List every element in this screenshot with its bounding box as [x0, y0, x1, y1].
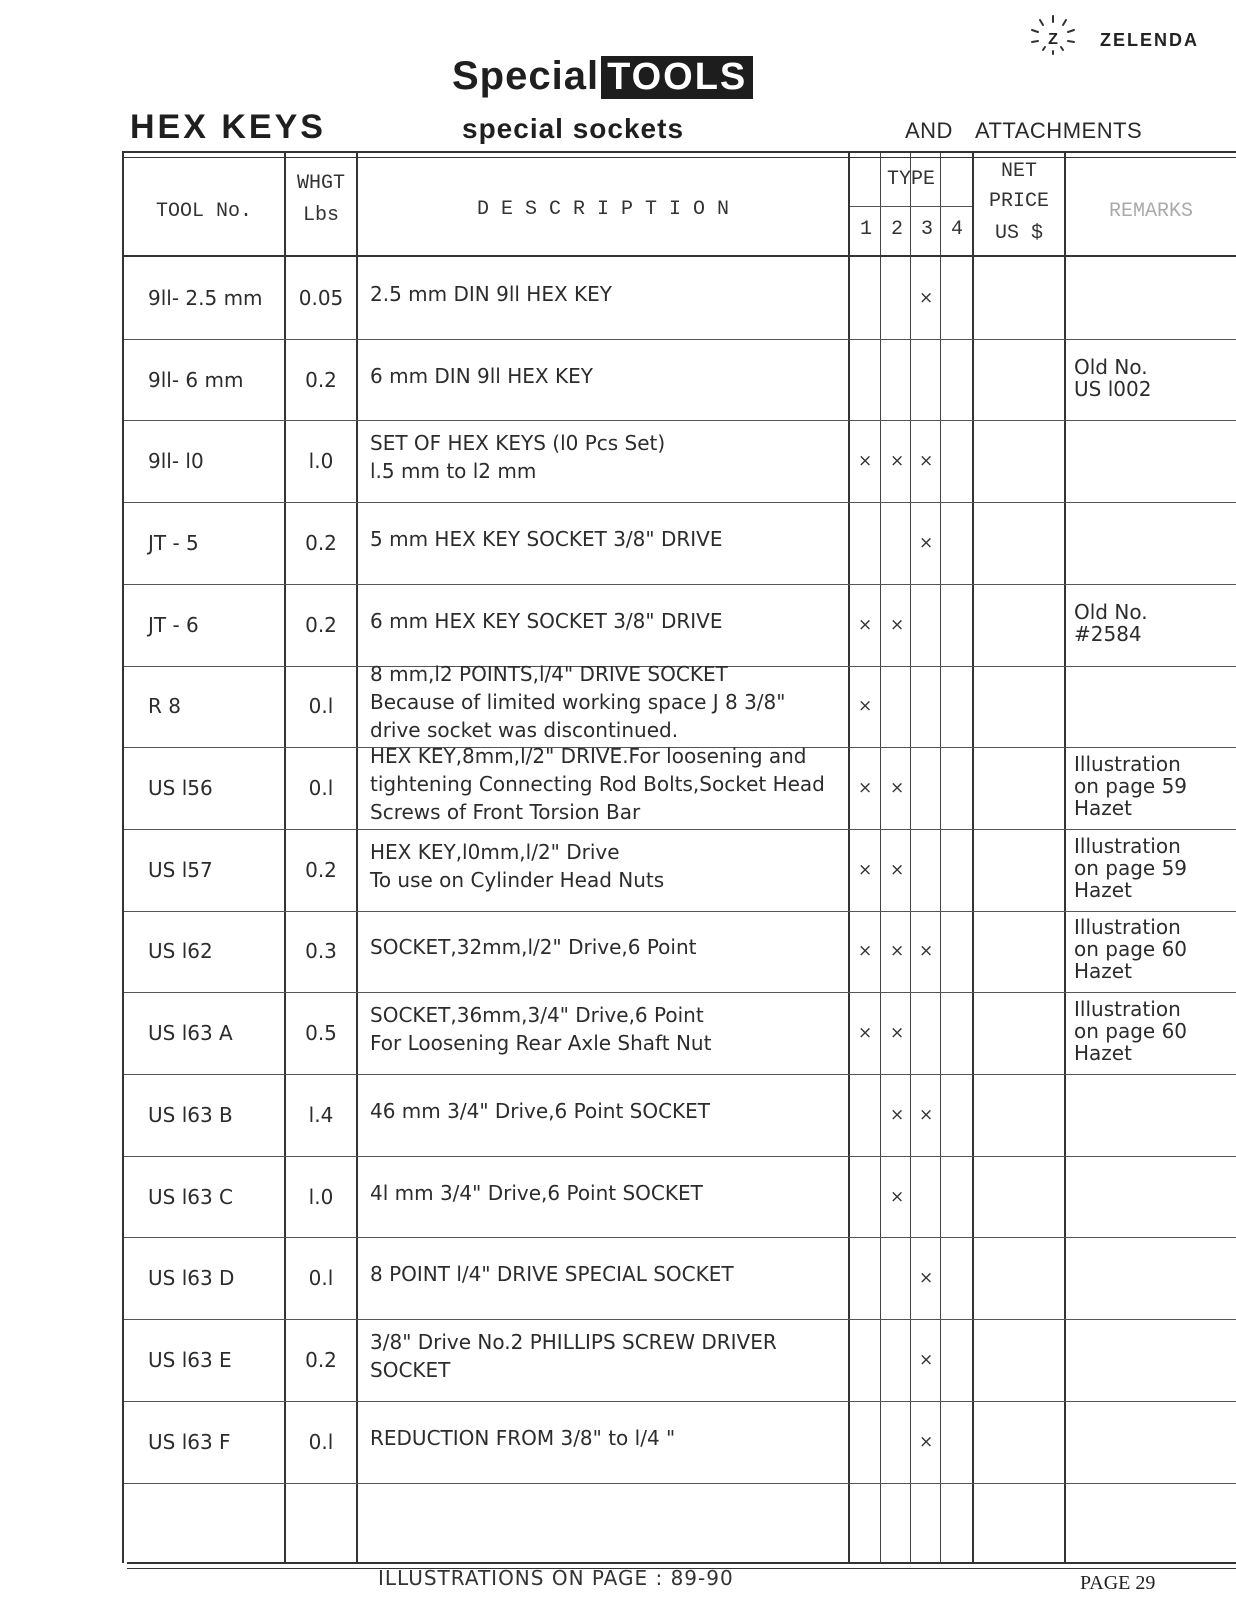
column-divider: [356, 153, 358, 1563]
row-divider: [124, 584, 1236, 585]
column-divider: [1064, 153, 1066, 1563]
column-divider: [940, 153, 941, 1563]
header-type-2: 2: [890, 218, 903, 241]
and-word: AND: [905, 118, 953, 143]
remark-line: Hazet: [1074, 1041, 1132, 1066]
remark-line: #2584: [1074, 621, 1142, 646]
type-1-mark: ×: [858, 1023, 873, 1044]
header-divider: [124, 255, 1236, 257]
header-description: D E S C R I P T I O N: [476, 198, 730, 221]
tool-number: US l63 D: [148, 1266, 235, 1291]
type-2-mark: ×: [890, 1023, 905, 1044]
tool-number: 9ll- l0: [148, 449, 204, 474]
tool-number: 9ll- 2.5 mm: [148, 285, 263, 310]
header-type-3: 3: [920, 218, 933, 241]
tool-number: JT - 5: [148, 530, 199, 555]
type-1-mark: ×: [858, 614, 873, 635]
remark-line: on page 60: [1074, 1019, 1188, 1044]
attachments-word: ATTACHMENTS: [974, 118, 1143, 143]
remark-line: Hazet: [1074, 796, 1132, 821]
remark-line: Hazet: [1074, 959, 1132, 984]
page-title-special: [452, 54, 753, 99]
remark-line: on page 59: [1074, 855, 1188, 880]
description-line: Because of limited working space J 8 3/8": [370, 690, 786, 715]
type-2-mark: ×: [890, 1186, 905, 1207]
description-line: tightening Connecting Rod Bolts,Socket Head: [370, 772, 825, 797]
row-divider: [124, 1237, 1236, 1238]
type-2-mark: ×: [890, 941, 905, 962]
column-divider: [880, 153, 881, 1563]
remark-line: Illustration: [1074, 752, 1181, 777]
type-3-mark: ×: [919, 1104, 934, 1125]
weight-lbs: 0.l: [308, 1429, 334, 1454]
description-line: 46 mm 3/4" Drive,6 Point SOCKET: [370, 1098, 711, 1123]
tool-number: US l63 B: [148, 1102, 233, 1127]
description-line: SET OF HEX KEYS (l0 Pcs Set): [370, 431, 666, 456]
illustrations-note: ILLUSTRATIONS ON PAGE : 89-90: [378, 1566, 734, 1590]
description-line: HEX KEY,8mm,l/2" DRIVE.For loosening and: [370, 744, 807, 769]
tool-number: R 8: [148, 694, 181, 719]
weight-lbs: 0.2: [305, 857, 337, 882]
type-1-mark: ×: [858, 778, 873, 799]
column-divider: [122, 153, 124, 1563]
tool-number: US l63 A: [148, 1021, 233, 1046]
tool-number: US l57: [148, 857, 213, 882]
type-3-mark: ×: [919, 1268, 934, 1289]
type-1-mark: ×: [858, 859, 873, 880]
description-line: For Loosening Rear Axle Shaft Nut: [370, 1031, 712, 1056]
header-tool-no: TOOL No.: [155, 200, 252, 223]
section-title-hex-keys: HEX KEYS: [130, 108, 326, 146]
remark-line: Illustration: [1074, 915, 1181, 940]
row-divider: [124, 1483, 1236, 1484]
weight-lbs: 0.l: [308, 776, 334, 801]
description-line: 5 mm HEX KEY SOCKET 3/8" DRIVE: [370, 526, 723, 551]
weight-lbs: 0.2: [305, 1347, 337, 1372]
type-3-mark: ×: [919, 287, 934, 308]
type-3-mark: ×: [919, 1431, 934, 1452]
tool-number: US l63 F: [148, 1429, 231, 1454]
weight-lbs: 0.3: [305, 939, 337, 964]
type-3-mark: ×: [919, 1349, 934, 1370]
logo-letter: Z: [1048, 31, 1058, 48]
column-divider: [910, 153, 911, 1563]
remark-line: Illustration: [1074, 997, 1181, 1022]
description-line: SOCKET: [370, 1357, 451, 1382]
tool-number: US l63 C: [148, 1184, 234, 1209]
type-1-mark: ×: [858, 451, 873, 472]
weight-lbs: 0.2: [305, 530, 337, 555]
row-divider: [124, 992, 1236, 993]
row-divider: [124, 911, 1236, 912]
tool-number: 9ll- 6 mm: [148, 367, 244, 392]
tools-badge: TOOLS: [601, 56, 753, 99]
remark-line: on page 59: [1074, 774, 1188, 799]
type-3-mark: ×: [919, 941, 934, 962]
description-line: 2.5 mm DIN 9ll HEX KEY: [370, 281, 613, 306]
brand-name: ZELENDA: [1100, 30, 1199, 50]
description-line: To use on Cylinder Head Nuts: [370, 867, 665, 892]
weight-lbs: 0.l: [308, 694, 334, 719]
description-line: REDUCTION FROM 3/8" to l/4 ": [370, 1425, 676, 1450]
row-divider: [124, 420, 1236, 421]
row-divider: [124, 502, 1236, 503]
description-line: 6 mm DIN 9ll HEX KEY: [370, 363, 593, 388]
remark-line: on page 60: [1074, 937, 1188, 962]
tool-number: US l63 E: [148, 1347, 232, 1372]
header-whgt: WHGT: [296, 172, 345, 195]
special-word: Special: [452, 54, 600, 98]
type-1-mark: ×: [858, 941, 873, 962]
row-divider: [124, 339, 1236, 340]
weight-lbs: 0.05: [298, 285, 344, 310]
description-line: 4l mm 3/4" Drive,6 Point SOCKET: [370, 1180, 703, 1205]
type-2-mark: ×: [890, 778, 905, 799]
remark-line: Old No.: [1074, 599, 1148, 624]
table-top-border: [122, 151, 1236, 158]
row-divider: [124, 1074, 1236, 1075]
section-title-attachments: [905, 118, 1142, 144]
row-divider: [124, 1401, 1236, 1402]
description-line: 3/8" Drive No.2 PHILLIPS SCREW DRIVER: [370, 1329, 777, 1354]
description-line: SOCKET,36mm,3/4" Drive,6 Point: [370, 1003, 704, 1028]
header-type: TYPE: [886, 168, 935, 191]
weight-lbs: l.4: [308, 1102, 334, 1127]
type-2-mark: ×: [890, 451, 905, 472]
type-subheader-divider: [850, 206, 972, 207]
type-3-mark: ×: [919, 532, 934, 553]
tool-number: JT - 6: [148, 612, 199, 637]
type-2-mark: ×: [890, 859, 905, 880]
weight-lbs: 0.2: [305, 612, 337, 637]
page-number: PAGE 29: [1080, 1572, 1156, 1594]
zelenda-logo-icon: [1028, 14, 1078, 58]
column-divider: [972, 153, 974, 1563]
weight-lbs: 0.l: [308, 1266, 334, 1291]
remark-line: Illustration: [1074, 833, 1181, 858]
header-lbs: Lbs: [302, 204, 339, 227]
description-line: 8 POINT l/4" DRIVE SPECIAL SOCKET: [370, 1262, 734, 1287]
type-3-mark: ×: [919, 451, 934, 472]
remark-line: Old No.: [1074, 354, 1148, 379]
description-line: drive socket was discontinued.: [370, 718, 679, 743]
description-line: SOCKET,32mm,l/2" Drive,6 Point: [370, 935, 697, 960]
header-currency: US $: [994, 222, 1043, 245]
description-line: Screws of Front Torsion Bar: [370, 800, 641, 825]
description-line: l.5 mm to l2 mm: [370, 459, 537, 484]
weight-lbs: l.0: [308, 1184, 334, 1209]
header-net: NET: [1000, 160, 1037, 183]
row-divider: [124, 829, 1236, 830]
tool-number: US l56: [148, 776, 213, 801]
header-price: PRICE: [988, 190, 1049, 213]
type-1-mark: ×: [858, 696, 873, 717]
remark-line: Hazet: [1074, 877, 1132, 902]
header-type-1: 1: [859, 218, 872, 241]
tool-number: US l62: [148, 939, 213, 964]
weight-lbs: l.0: [308, 449, 334, 474]
description-line: HEX KEY,l0mm,l/2" Drive: [370, 839, 620, 864]
section-title-sockets: special sockets: [462, 113, 685, 144]
type-2-mark: ×: [890, 614, 905, 635]
description-line: 8 mm,l2 POINTS,l/4" DRIVE SOCKET: [370, 662, 728, 687]
column-divider: [848, 153, 850, 1563]
weight-lbs: 0.2: [305, 367, 337, 392]
row-divider: [124, 1156, 1236, 1157]
weight-lbs: 0.5: [305, 1021, 337, 1046]
row-divider: [124, 1319, 1236, 1320]
header-remarks: REMARKS: [1108, 200, 1193, 223]
description-line: 6 mm HEX KEY SOCKET 3/8" DRIVE: [370, 608, 723, 633]
type-2-mark: ×: [890, 1104, 905, 1125]
header-type-4: 4: [950, 218, 963, 241]
remark-line: US l002: [1074, 376, 1152, 401]
